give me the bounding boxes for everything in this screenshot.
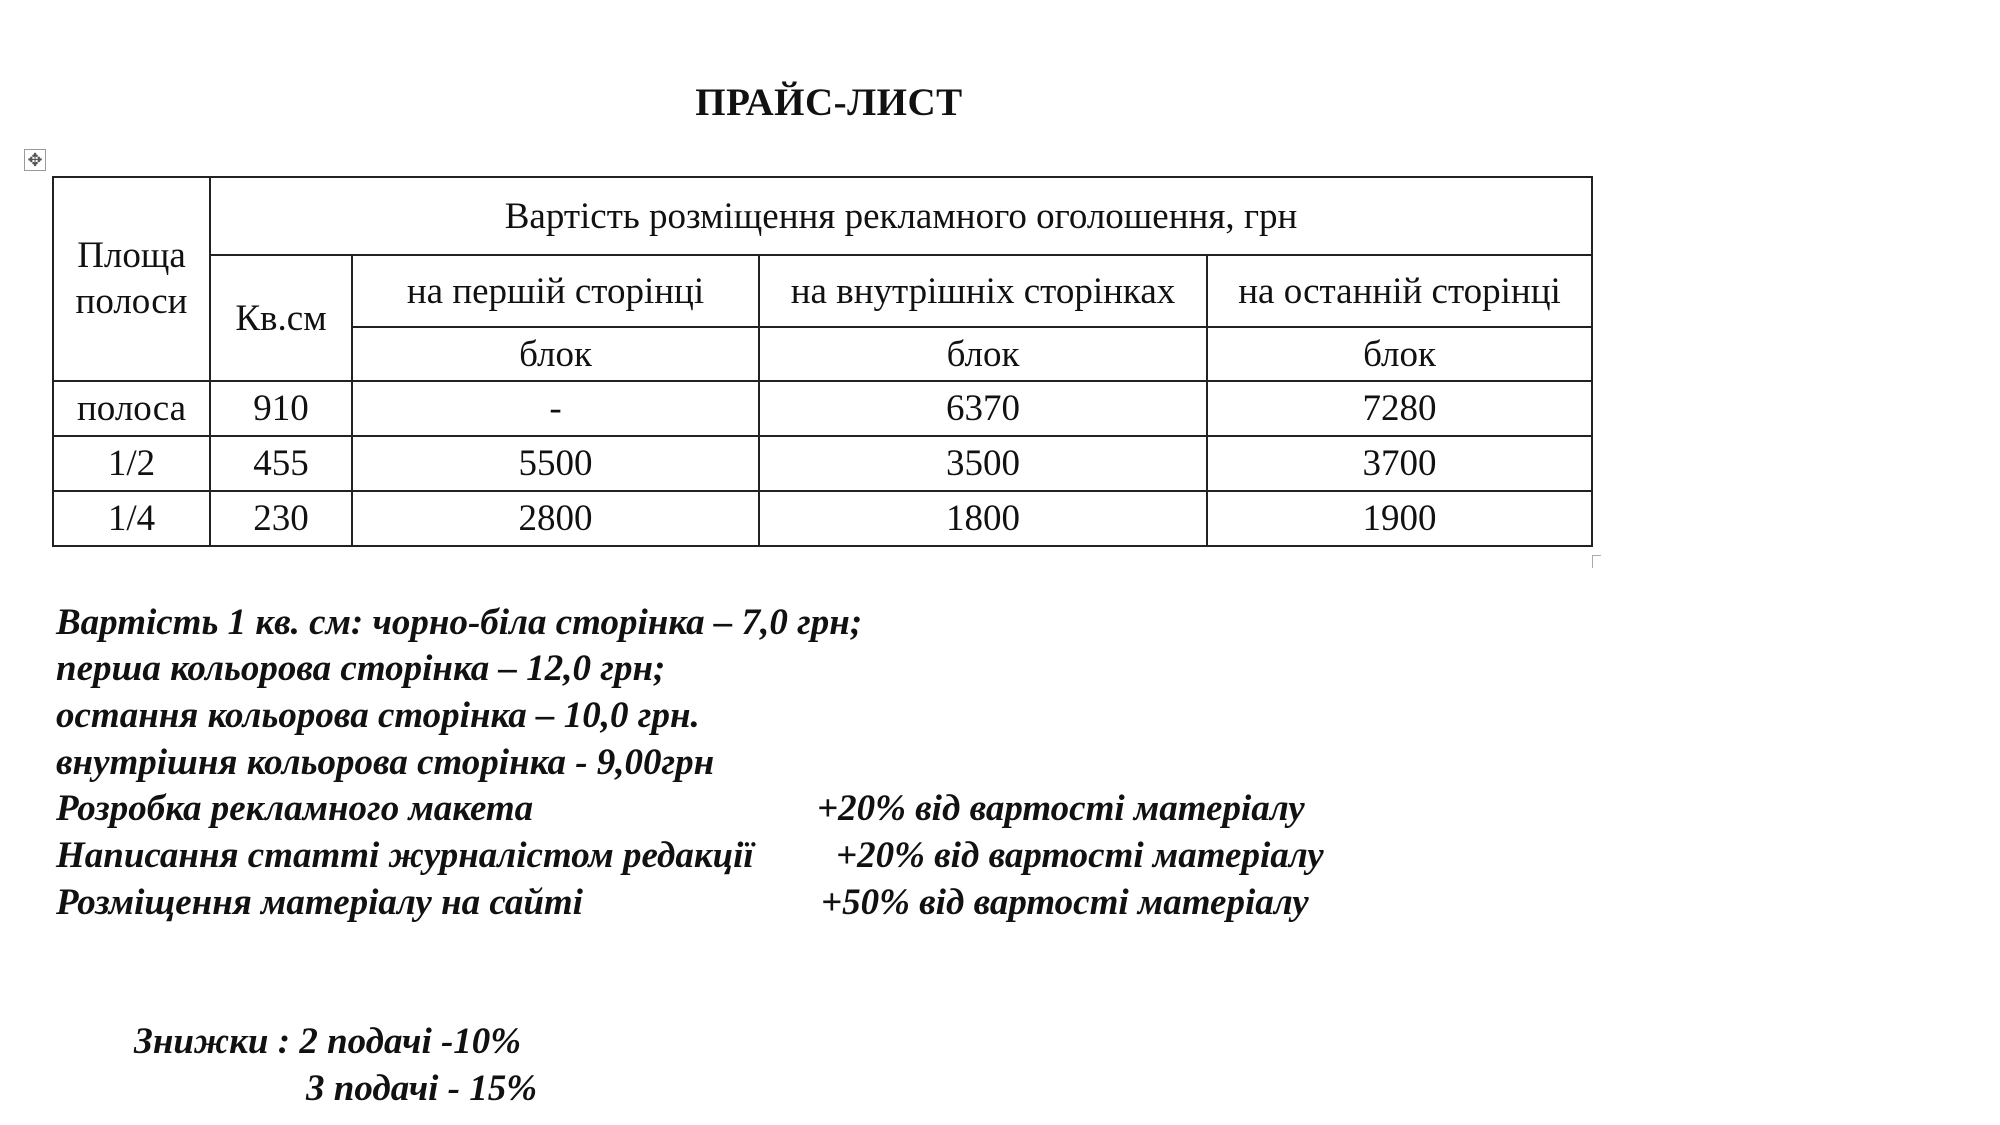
area-header-line: полоси bbox=[75, 281, 188, 322]
sqcm-cell: 230 bbox=[210, 491, 352, 546]
move-cross-icon: ✥ bbox=[27, 150, 43, 170]
table-move-handle[interactable] bbox=[24, 149, 46, 171]
note-line: остання кольорова сторінка – 10,0 грн. bbox=[56, 695, 700, 736]
service-line bbox=[56, 833, 1456, 879]
first-page-price: 5500 bbox=[352, 436, 759, 491]
area-header-cell bbox=[53, 177, 210, 381]
sqcm-cell: 455 bbox=[210, 436, 352, 491]
cost-header-cell: Вартість розміщення рекламного оголошення, грн bbox=[210, 177, 1592, 255]
last-page-price: 1900 bbox=[1207, 491, 1592, 546]
first-page-price: 2800 bbox=[352, 491, 759, 546]
inner-pages-price: 6370 bbox=[759, 381, 1207, 436]
service-surcharge: +20% від вартості матеріалу bbox=[817, 788, 1305, 829]
discount-line-1: Знижки : 2 подачі -10% bbox=[134, 1021, 522, 1062]
table-row bbox=[53, 436, 1592, 491]
discount-line-2: 3 подачі - 15% bbox=[306, 1068, 538, 1109]
unit-label: блок bbox=[759, 327, 1207, 381]
service-name: Розміщення матеріалу на сайті bbox=[56, 882, 583, 923]
table-row bbox=[53, 491, 1592, 546]
inner-pages-header: на внутрішніх сторінках bbox=[759, 255, 1207, 327]
service-surcharge: +50% від вартості матеріалу bbox=[821, 882, 1309, 923]
unit-label: блок bbox=[352, 327, 759, 381]
area-cell: 1/4 bbox=[53, 491, 210, 546]
last-page-price: 7280 bbox=[1207, 381, 1592, 436]
sqcm-header-cell: Кв.см bbox=[210, 255, 352, 381]
note-line: перша кольорова сторінка – 12,0 грн; bbox=[56, 648, 666, 689]
note-line: внутрішня кольорова сторінка - 9,00грн bbox=[56, 742, 715, 783]
table-header-row bbox=[53, 177, 1592, 255]
document-title: ПРАЙС-ЛИСТ bbox=[695, 81, 963, 124]
service-line bbox=[56, 786, 1456, 832]
price-table bbox=[52, 176, 1593, 547]
first-page-price: - bbox=[352, 381, 759, 436]
area-cell: 1/2 bbox=[53, 436, 210, 491]
unit-label: блок bbox=[1207, 327, 1592, 381]
service-name: Написання статті журналістом редакції bbox=[56, 835, 754, 876]
first-page-header: на першій сторінці bbox=[352, 255, 759, 327]
service-line bbox=[56, 880, 1456, 926]
area-header-line: Площа bbox=[77, 235, 186, 276]
table-row bbox=[53, 381, 1592, 436]
note-line: Вартість 1 кв. см: чорно-біла сторінка – 7,0 грн; bbox=[56, 602, 863, 643]
table-resize-handle[interactable] bbox=[1592, 555, 1601, 568]
inner-pages-price: 1800 bbox=[759, 491, 1207, 546]
service-surcharge: +20% від вартості матеріалу bbox=[836, 835, 1324, 876]
sqcm-cell: 910 bbox=[210, 381, 352, 436]
inner-pages-price: 3500 bbox=[759, 436, 1207, 491]
area-cell: полоса bbox=[53, 381, 210, 436]
last-page-price: 3700 bbox=[1207, 436, 1592, 491]
last-page-header: на останній сторінці bbox=[1207, 255, 1592, 327]
table-subheader-row bbox=[53, 255, 1592, 327]
service-name: Розробка рекламного макета bbox=[56, 788, 534, 829]
